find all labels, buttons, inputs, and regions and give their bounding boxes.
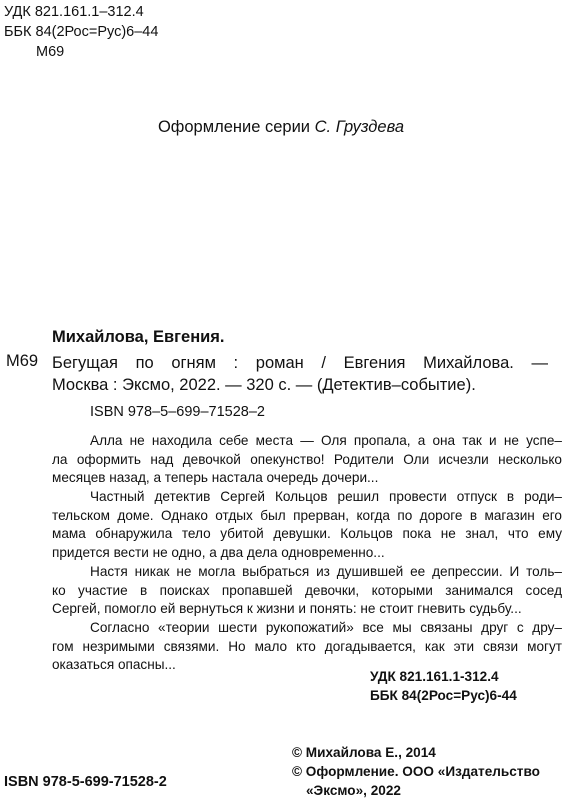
annotation	[52, 432, 562, 675]
copyright-author: © Михайлова Е., 2014	[292, 745, 436, 760]
bbk-code: ББК 84(2Рос=Рус)6–44	[4, 24, 159, 40]
series-designer-name: С. Груздева	[314, 118, 405, 136]
annotation-line: придется вести не одно, а два дела одновременно...	[52, 545, 385, 561]
annotation-line: месяцев назад, а теперь настала очередь дочери...	[52, 470, 379, 486]
record-description-line: Бегущая по огням : роман / Евгения Михайлова. —	[52, 354, 548, 372]
annotation-line: оказаться опасны...	[52, 657, 176, 673]
author-cutter-code: М69	[36, 44, 65, 60]
copyright-design: © Оформление. ООО «Издательство	[292, 764, 540, 779]
copyright-publisher: «Эксмо», 2022	[306, 783, 401, 798]
annotation-line: Согласно «теории шести рукопожатий» все мы связаны друг с дру–	[90, 619, 562, 635]
annotation-line: Сергей, помогло ей вернуться к жизни и понять: не стоит гневить судьбу...	[52, 601, 522, 617]
annotation-line: ко участие в поисках пропавшей девочки, которыми занимался сосед	[52, 582, 562, 598]
record-description-line: Москва : Эксмо, 2022. — 320 с. — (Детектив–событие).	[52, 376, 476, 394]
series-design-credit	[0, 118, 562, 137]
record-author: Михайлова, Евгения.	[52, 328, 225, 346]
annotation-line: гом незримыми связями. Но мало кто догадывается, как эти связи могут	[52, 638, 562, 654]
annotation-line: мама обнаружила тело убитой девушки. Кольцов пока не знал, что ему	[52, 526, 562, 542]
annotation-line: тельском доме. Однако отдых был прерван, когда по дороге в магазин его	[52, 507, 562, 523]
series-design-label: Оформление серии	[157, 118, 311, 136]
annotation-line: Алла не находила себе места — Оля пропала, а она так и не успе–	[90, 433, 562, 448]
record-cutter: М69	[6, 352, 39, 370]
annotation-line: Настя никак не могла выбраться из душившей ее депрессии. И толь–	[90, 563, 562, 579]
bbk-code-bottom: ББК 84(2Рос=Рус)6-44	[370, 688, 517, 703]
udk-code-bottom: УДК 821.161.1-312.4	[370, 669, 499, 684]
udk-code: УДК 821.161.1–312.4	[4, 4, 144, 20]
record-description	[52, 352, 548, 396]
isbn-bottom: ISBN 978-5-699-71528-2	[4, 774, 167, 790]
annotation-line: ла оформить над девочкой опекунство! Родители Оли исчезли несколько	[52, 451, 562, 467]
annotation-line: Частный детектив Сергей Кольцов решил провести отпуск в роди–	[90, 489, 562, 505]
record-isbn: ISBN 978–5–699–71528–2	[90, 404, 265, 420]
